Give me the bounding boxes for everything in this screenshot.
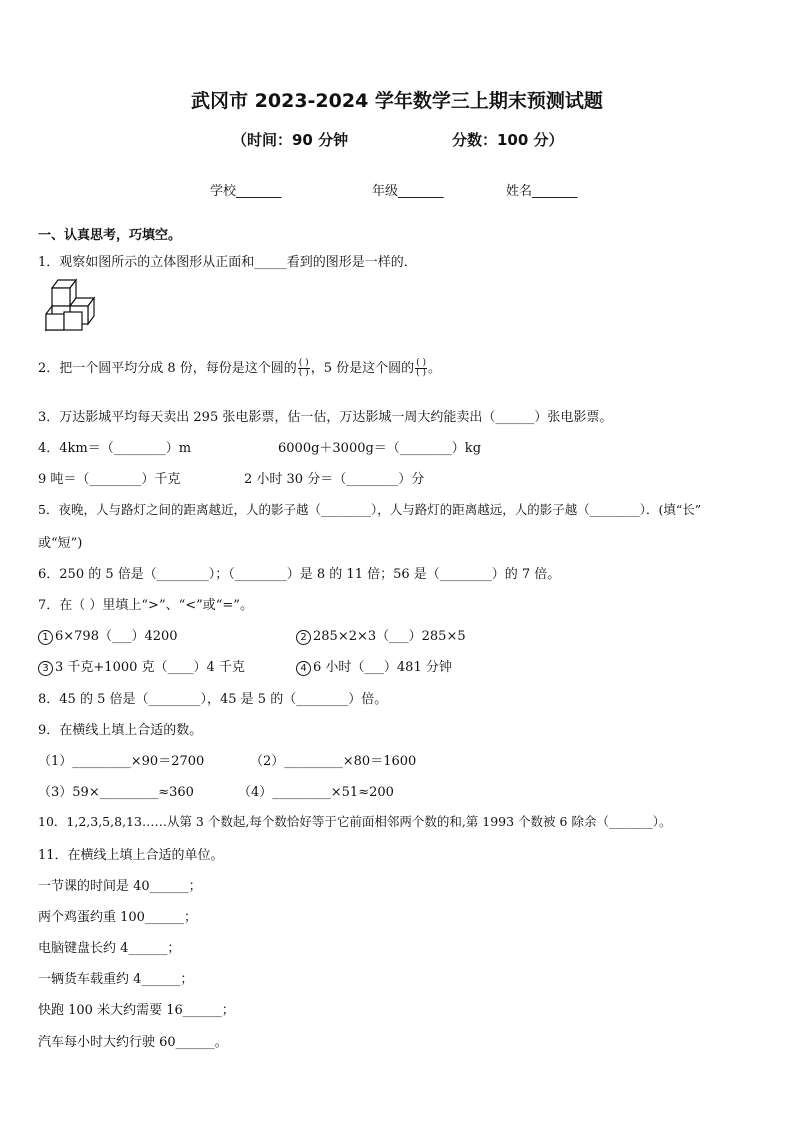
question-5-line1: 5．夜晚，人与路灯之间的距离越近，人的影子越（________），人与路灯的距离越远，人的影子越（________）．(填“长” [38,502,702,517]
question-7-item [38,625,178,645]
question-6: 6．250 的 5 倍是（________）；（________）是 8 的 11 倍；56 是（________）的 7 倍。 [38,567,561,582]
question-11-item: 快跑 100 米大约需要 16______； [38,1003,235,1018]
q7-item-text: 6×798（___）4200 [55,629,178,644]
question-7-item [38,656,245,676]
cube-stack-figure [42,276,98,332]
circled-number: 4 [296,661,311,676]
cube-front-face [64,312,82,330]
section-heading: 一、认真思考，巧填空。 [38,228,182,243]
question-2 [38,357,441,378]
fraction-blank [415,359,427,378]
question-10: 10．1,2,3,5,8,13……从第 3 个数起,每个数恰好等于它前面相邻两个数的和,第 1993 个数被 6 除余（_______）。 [38,814,672,829]
question-5-line2: 或“短”) [38,536,83,551]
question-3: 3．万达影城平均每天卖出 295 张电影票，估一估，万达影城一周大约能卖出（______）张电影票。 [38,410,613,425]
fraction-numerator: ( ) [298,358,309,368]
question-11-item: 两个鸡蛋约重 100______； [38,910,197,925]
q2-text-a: 2．把一个圆平均分成 8 份，每份是这个圆的 [38,361,297,376]
question-9b: （2）_________×80＝1600 [250,754,417,769]
question-7-item [296,625,466,645]
fraction-numerator: ( ) [416,358,426,368]
question-7-stem: 7．在（ ）里填上“>”、“<”或“=”。 [38,598,253,613]
cube-front-face [52,288,70,306]
q2-text-b: ，5 份是这个圆的 [310,361,415,376]
fraction-blank [298,359,310,378]
circled-number: 2 [296,630,311,645]
q7-item-text: 285×2×3（___）285×5 [313,629,466,644]
circled-number: 1 [38,630,53,645]
circled-number: 3 [38,661,53,676]
question-7-item [296,656,452,676]
fraction-denominator: ( ) [416,368,426,378]
time-limit: （时间：90 分钟 [232,131,349,149]
fraction-denominator: ( ) [298,368,309,378]
cube-front-face [46,314,64,330]
question-11-item: 汽车每小时大约行驶 60______。 [38,1035,228,1050]
question-9c: （3）59×_________≈360 [38,785,194,800]
total-score: 分数：100 分） [452,131,564,149]
question-1: 1．观察如图所示的立体图形从正面和_____看到的图形是一样的． [38,255,417,270]
question-11-stem: 11．在横线上填上合适的单位。 [38,848,224,863]
question-4d: 2 小时 30 分＝（________）分 [244,472,425,487]
name-field: 姓名_______ [506,184,578,199]
q2-text-c: 。 [428,361,442,376]
exam-title: 武冈市 2023-2024 学年数学三上期末预测试题 [191,90,603,112]
question-9a: （1）_________×90＝2700 [38,754,205,769]
question-9d: （4）_________×51≈200 [238,785,394,800]
question-4a: 4．4km＝（________）m [38,441,192,456]
question-11-item: 一节课的时间是 40______； [38,879,202,894]
school-field: 学校_______ [210,184,282,199]
question-4c: 9 吨＝（________）千克 [38,472,181,487]
grade-field: 年级_______ [372,184,444,199]
question-8: 8．45 的 5 倍是（________），45 是 5 的（________）倍。 [38,692,388,707]
question-9-stem: 9．在横线上填上合适的数。 [38,723,203,738]
q7-item-text: 6 小时（___）481 分钟 [313,660,452,675]
q7-item-text: 3 千克+1000 克（____）4 千克 [55,660,245,675]
question-4b: 6000g＋3000g＝（________）kg [278,441,482,456]
question-11-item: 电脑键盘长约 4______； [38,941,181,956]
question-11-item: 一辆货车载重约 4______； [38,972,194,987]
